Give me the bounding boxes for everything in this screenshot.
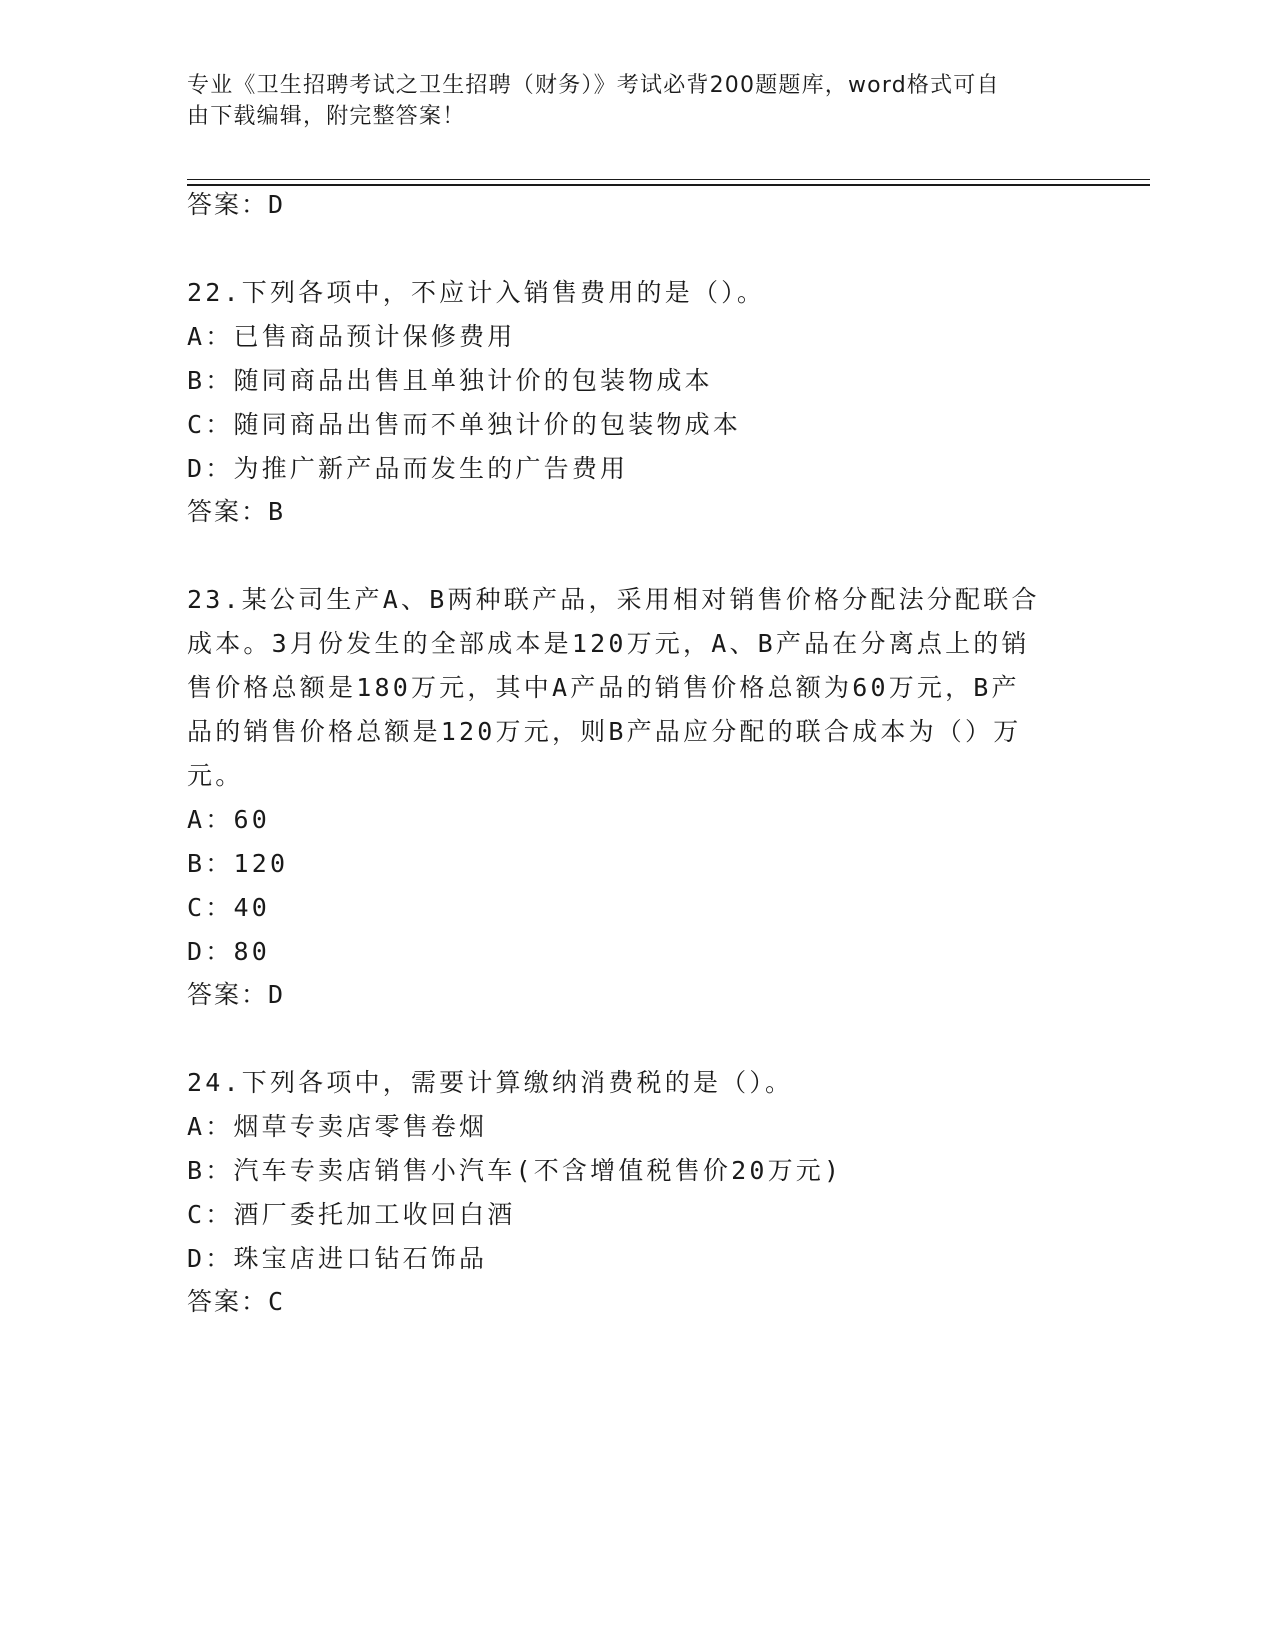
question-22-option-d: D：为推广新产品而发生的广告费用	[187, 454, 629, 483]
document-header	[187, 70, 1067, 132]
header-line-1: 专业《卫生招聘考试之卫生招聘（财务）》考试必背200题题库，word格式可自	[187, 73, 1000, 98]
question-24-option-a: A：烟草专卖店零售卷烟	[187, 1112, 488, 1141]
header-rule-thick	[187, 184, 1150, 186]
answer-line	[187, 492, 285, 528]
question-23-option-d: D：80	[187, 937, 270, 966]
answer-line	[187, 975, 285, 1011]
question-22-option-c: C：随同商品出售而不单独计价的包装物成本	[187, 410, 742, 439]
question-22-option-a: A：已售商品预计保修费用	[187, 322, 516, 351]
answer-line	[187, 185, 285, 221]
answer-label: 答案：	[187, 497, 269, 526]
answer-label: 答案：	[187, 980, 269, 1009]
question-22-stem: 22.下列各项中，不应计入销售费用的是（）。	[187, 278, 766, 307]
question-23-stem-line-4: 品的销售价格总额是120万元，则B产品应分配的联合成本为（）万	[187, 717, 1022, 746]
question-24-option-d: D：珠宝店进口钻石饰品	[187, 1244, 488, 1273]
answer-line	[187, 1282, 285, 1318]
answer-value: B	[268, 497, 286, 526]
header-line-2: 由下载编辑，附完整答案！	[187, 104, 466, 129]
question-22-option-b: B：随同商品出售且单独计价的包装物成本	[187, 366, 713, 395]
answer-label: 答案：	[187, 190, 269, 219]
question-23-option-a: A：60	[187, 805, 270, 834]
question-23-option-b: B：120	[187, 849, 289, 878]
header-rule-thin	[187, 179, 1150, 180]
question-24-option-b: B：汽车专卖店销售小汽车(不含增值税售价20万元)	[187, 1156, 843, 1185]
question-23-stem-line-3: 售价格总额是180万元，其中A产品的销售价格总额为60万元，B产	[187, 673, 1020, 702]
answer-value: C	[268, 1287, 286, 1316]
question-23-stem-line-5: 元。	[187, 761, 244, 790]
question-23-stem-line-2: 成本。3月份发生的全部成本是120万元，A、B产品在分离点上的销	[187, 629, 1030, 658]
answer-value: D	[268, 190, 286, 219]
question-23-stem-line-1: 23.某公司生产A、B两种联产品，采用相对销售价格分配法分配联合	[187, 585, 1040, 614]
answer-label: 答案：	[187, 1287, 269, 1316]
question-23-option-c: C：40	[187, 893, 270, 922]
answer-value: D	[268, 980, 286, 1009]
question-24-option-c: C：酒厂委托加工收回白酒	[187, 1200, 516, 1229]
question-24-stem: 24.下列各项中，需要计算缴纳消费税的是（）。	[187, 1068, 794, 1097]
